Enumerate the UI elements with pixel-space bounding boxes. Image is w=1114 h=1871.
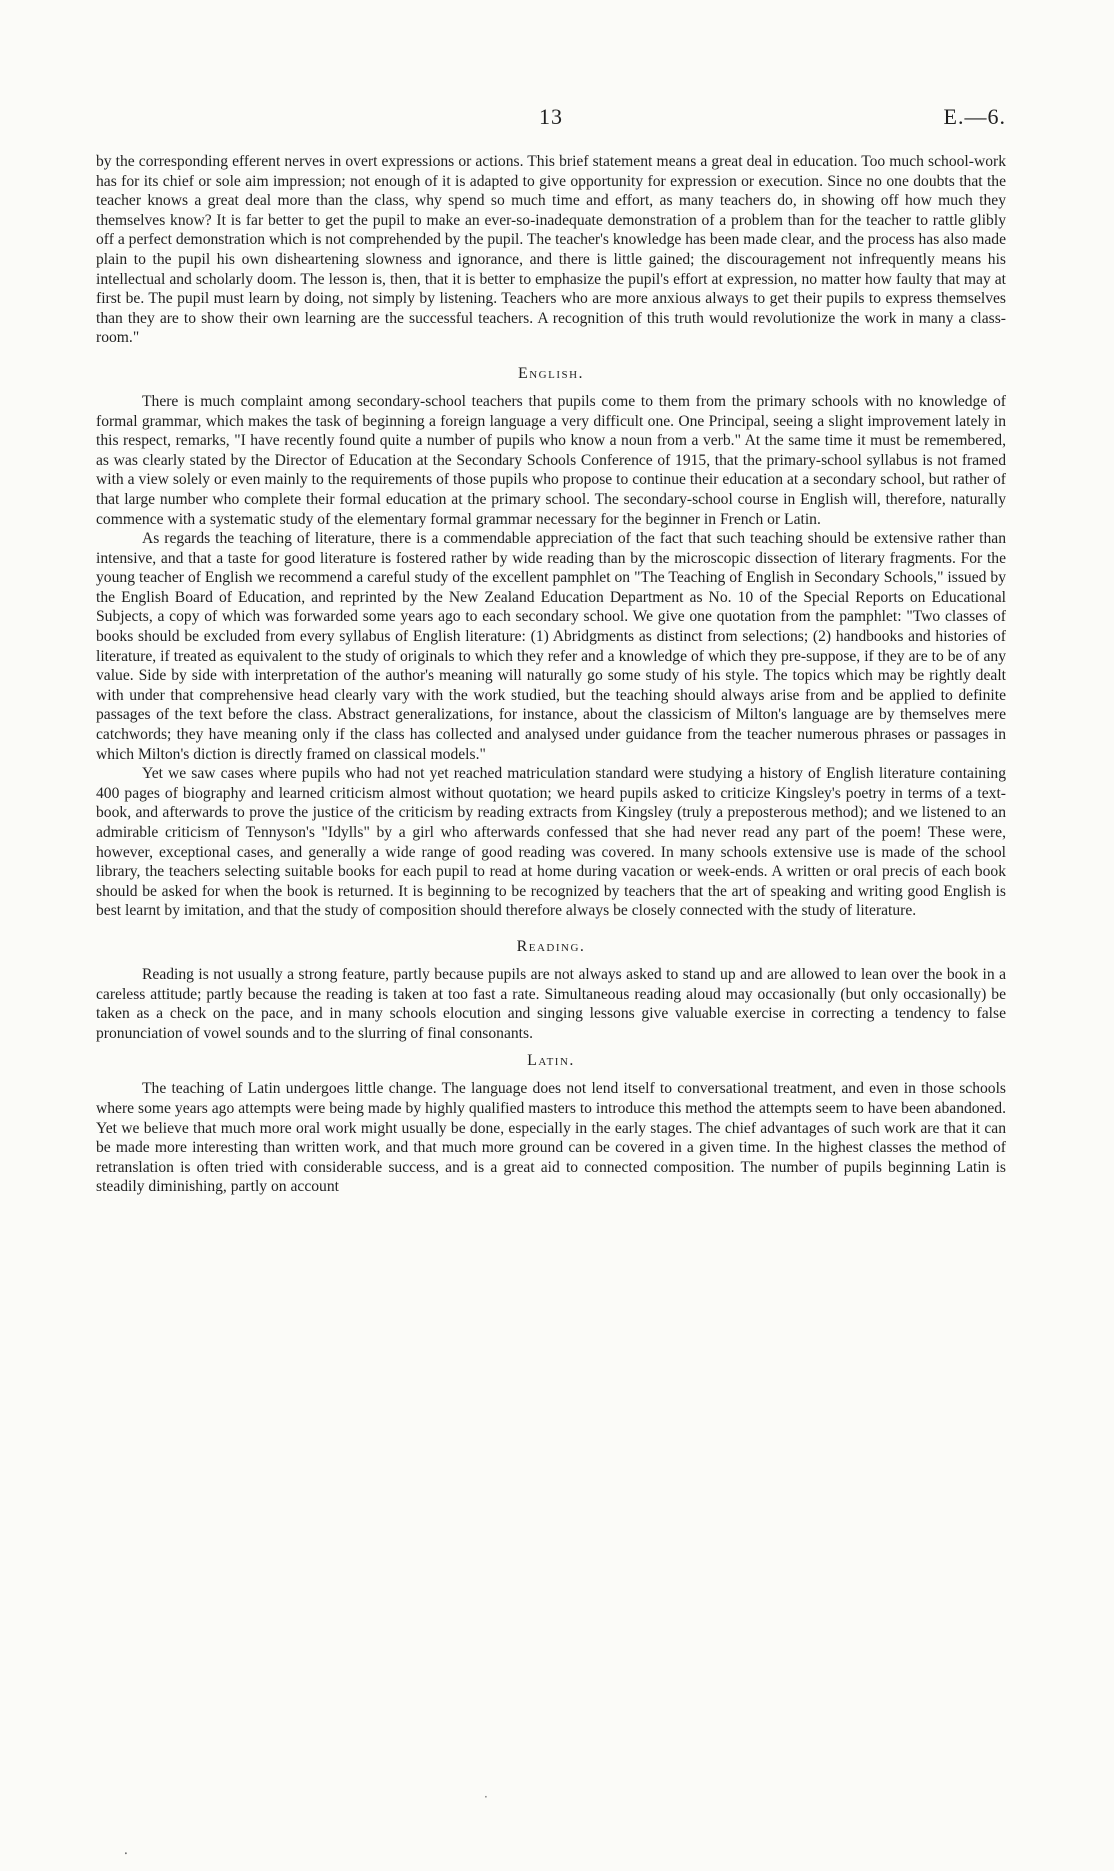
scan-speck: · xyxy=(484,1790,488,1804)
page-number: 13 xyxy=(539,104,563,129)
body-text xyxy=(96,152,1006,1197)
paragraph-reading: Reading is not usually a strong feature, partly because pupils are not always asked to stand up and are allowed to lean over the book in a careless attitude; partly because the reading is taken at too fast a rate. Simultaneous reading aloud may occasionally (but only occasionally) be taken as a check on the pace, and in many schools elocution and singing lessons give valuable exercise in correcting a tendency to false pronunciation of vowel sounds and to the slurring of final consonants. xyxy=(96,965,1006,1042)
page-header xyxy=(96,104,1006,134)
document-code: E.—6. xyxy=(943,104,1006,129)
section-heading-reading: Reading. xyxy=(516,937,586,955)
paragraph-english-literature: As regards the teaching of literature, there is a commendable appreciation of the fact that such teaching should be extensive rather than intensive, and that a taste for good literature is fostered rather by wide reading than by the microscopic dissection of literary fragments. For the young teacher of English we recommend a careful study of the excellent pamphlet on "The Teaching of English in Secondary Schools," issued by the English Board of Education, and reprinted by the New Zealand Education Department as No. 10 of the Special Reports on Educational Subjects, a copy of which was forwarded some years ago to each secondary school. We give one quotation from the pamphlet: "Two classes of books should be excluded from every syllabus of English literature: (1) Abridgments as distinct from selections; (2) handbooks and histories of literature, if treated as equivalent to the study of originals to which they refer and a knowledge of which they pre-suppose, if they are to be of any value. Side by side with interpretation of the author's meaning will naturally go some study of his style. The topics which may be rightly dealt with under that comprehensive head clearly vary with the work studied, but the teaching should always arise from and be applied to definite passages of the text before the class. Abstract generalizations, for instance, about the classicism of Milton's language are by themselves mere catchwords; they have meaning only if the class has collected and analysed under guidance from the teacher numerous phrases or passages in which Milton's diction is directly framed on classical models." xyxy=(96,530,1006,763)
paragraph-english-grammar: There is much complaint among secondary-school teachers that pupils come to them from the primary schools with no knowledge of formal grammar, which makes the task of beginning a foreign language a very difficult one. One Principal, seeing a slight improvement lately in this respect, remarks, "I have recently found quite a number of pupils who know a noun from a verb." At the same time it must be remembered, as was clearly stated by the Director of Education at the Secondary Schools Conference of 1915, that the primary-school syllabus is not framed with a view solely or even mainly to the requirements of those pupils who propose to continue their education at a secondary school, but rather of that large number who complete their formal education at the primary school. The secondary-school course in English will, therefore, naturally commence with a systematic study of the elementary formal grammar necessary for the beginner in French or Latin. xyxy=(96,392,1006,528)
section-heading-english: English. xyxy=(517,364,585,382)
paragraph-continued: by the corresponding efferent nerves in overt expressions or actions. This brief statement means a great deal in education. Too much school-work has for its chief or sole aim impression; not enough of it is adapted to give opportunity for expression or execution. Since no one doubts that the teacher knows a great deal more than the class, why spend so much time and effort, as many teachers do, in showing off how much they themselves know? It is far better to get the pupil to make an ever-so-inadequate demonstration of a problem than for the teacher to rattle glibly off a perfect demonstration which is not comprehended by the pupil. The teacher's knowledge has been made clear, and the process has also made plain to the pupil his own disheartening slowness and ignorance, and there is little gained; the discouragement not infrequently means his intellectual and scholarly doom. The lesson is, then, that it is better to emphasize the pupil's effort at expression, no matter how faulty that may at first be. The pupil must learn by doing, not simply by listening. Teachers who are more anxious always to get their pupils to express themselves than they are to show their own learning are the successful teachers. A recognition of this truth would revolutionize the work in many a class-room." xyxy=(96,153,1006,347)
paragraph-english-reading-cases: Yet we saw cases where pupils who had not yet reached matriculation standard were studying a history of English literature containing 400 pages of biography and learned criticism almost without quotation; we heard pupils asked to criticize Kingsley's poetry in terms of a text-book, and afterwards to prove the justice of the criticism by reading extracts from Kingsley (truly a preposterous method); and we listened to an admirable criticism of Tennyson's "Idylls" by a girl who afterwards confessed that she had never read any part of the poem! These were, however, exceptional cases, and generally a wide range of good reading was covered. In many schools extensive use is made of the school library, the teachers selecting suitable books for each pupil to read at home during vacation or week-ends. A written or oral precis of each book should be asked for when the book is returned. It is beginning to be recognized by teachers that the art of speaking and writing good English is best learnt by imitation, and that the study of composition should therefore always be closely connected with the study of literature. xyxy=(96,765,1006,920)
scan-speck: ⸱ xyxy=(124,1846,128,1862)
paragraph-latin: The teaching of Latin undergoes little change. The language does not lend itself to conversational treatment, and even in those schools where some years ago attempts were being made by highly qualified masters to introduce this method the attempts seem to have been abandoned. Yet we believe that much more oral work might usually be done, especially in the early stages. The chief advantages of such work are that it can be made more interesting than written work, and that much more ground can be covered in a given time. In the highest classes the method of retranslation is often tried with considerable success, and is a great aid to connected composition. The number of pupils beginning Latin is steadily diminishing, partly on account xyxy=(96,1080,1006,1196)
section-heading-latin: Latin. xyxy=(527,1052,575,1070)
